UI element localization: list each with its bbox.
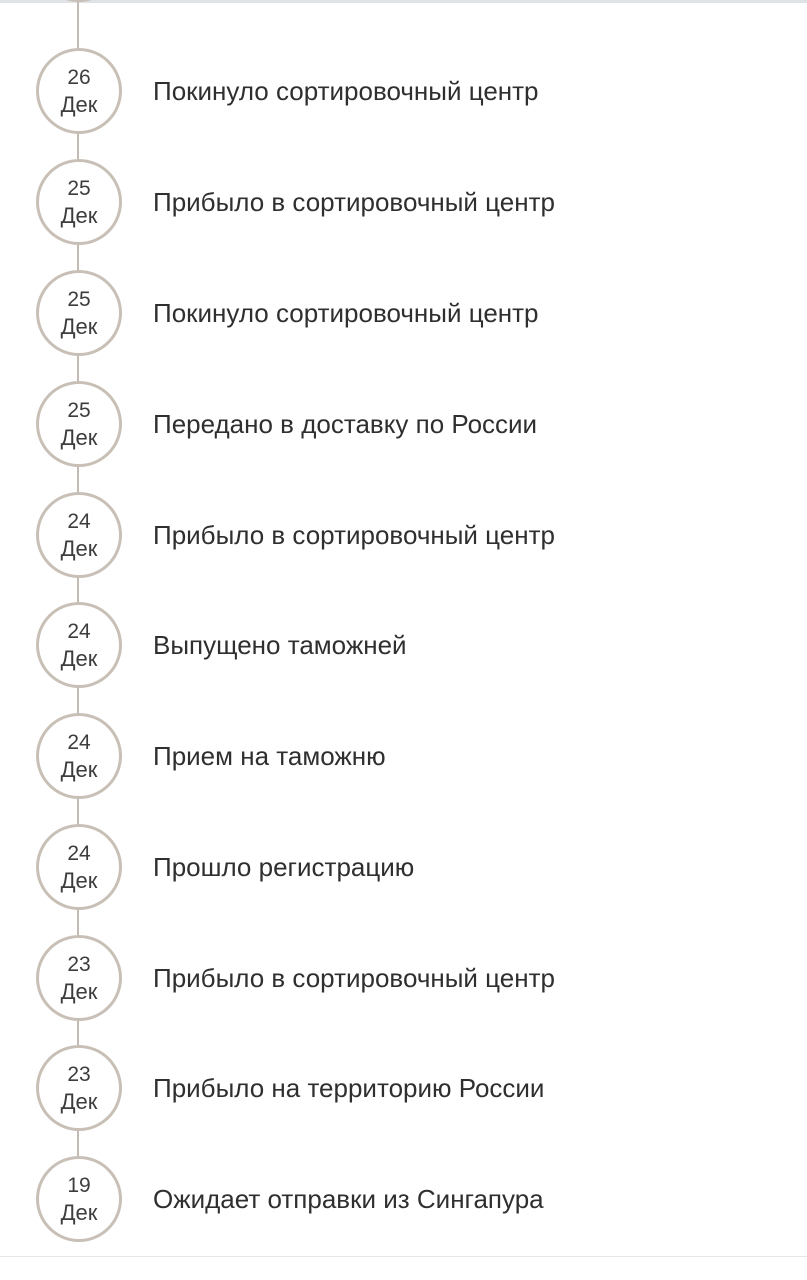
date-circle (36, 492, 122, 578)
timeline-event (0, 935, 807, 1023)
event-status: Выпущено таможней (153, 629, 407, 660)
timeline-event (0, 602, 807, 690)
event-status: Прибыло в сортировочный центр (153, 519, 555, 550)
date-month: Дек (60, 202, 98, 228)
date-circle (36, 0, 122, 2)
date-month: Дек (60, 867, 98, 893)
date-day: 26 (67, 65, 91, 89)
date-circle (36, 935, 122, 1021)
date-circle (36, 48, 122, 134)
date-day: 24 (67, 841, 91, 865)
date-day: 23 (67, 952, 91, 976)
date-day: 19 (67, 1173, 91, 1197)
date-month: Дек (60, 756, 98, 782)
date-month: Дек (60, 1088, 98, 1114)
timeline-event (0, 824, 807, 912)
date-circle (36, 713, 122, 799)
date-day: 25 (67, 398, 91, 422)
date-month: Дек (60, 645, 98, 671)
event-status: Прошло регистрацию (153, 851, 415, 882)
event-status: Покинуло сортировочный центр (153, 297, 539, 328)
date-circle (36, 602, 122, 688)
date-day: 24 (67, 509, 91, 533)
event-status: Прибыло в сортировочный центр (153, 962, 555, 993)
date-circle (36, 1156, 122, 1242)
date-circle (36, 381, 122, 467)
date-day: 24 (67, 619, 91, 643)
date-circle (36, 270, 122, 356)
timeline-event (0, 1156, 807, 1244)
timeline-event (0, 713, 807, 801)
date-day: 25 (67, 287, 91, 311)
event-status: Покинуло сортировочный центр (153, 75, 539, 106)
date-month: Дек (60, 1199, 98, 1225)
date-day: 23 (67, 1062, 91, 1086)
date-month: Дек (60, 424, 98, 450)
date-month: Дек (60, 535, 98, 561)
event-status: Прибыло в сортировочный центр (153, 186, 555, 217)
date-circle (36, 824, 122, 910)
event-status: Прибыло на территорию России (153, 1072, 545, 1103)
date-month: Дек (60, 313, 98, 339)
timeline-event-partial (0, 0, 807, 4)
timeline-event (0, 1045, 807, 1133)
date-day: 25 (67, 176, 91, 200)
event-status: Ожидает отправки из Сингапура (153, 1183, 544, 1214)
date-month: Дек (60, 91, 98, 117)
date-circle (36, 1045, 122, 1131)
bottom-divider (0, 1256, 807, 1280)
timeline-event (0, 159, 807, 247)
timeline-event (0, 492, 807, 580)
date-circle (36, 159, 122, 245)
event-status: Передано в доставку по России (153, 408, 538, 439)
date-day: 24 (67, 730, 91, 754)
timeline-event (0, 270, 807, 358)
timeline-event (0, 48, 807, 136)
timeline-event (0, 381, 807, 469)
date-month: Дек (60, 978, 98, 1004)
event-status: Прием на таможню (153, 740, 386, 771)
